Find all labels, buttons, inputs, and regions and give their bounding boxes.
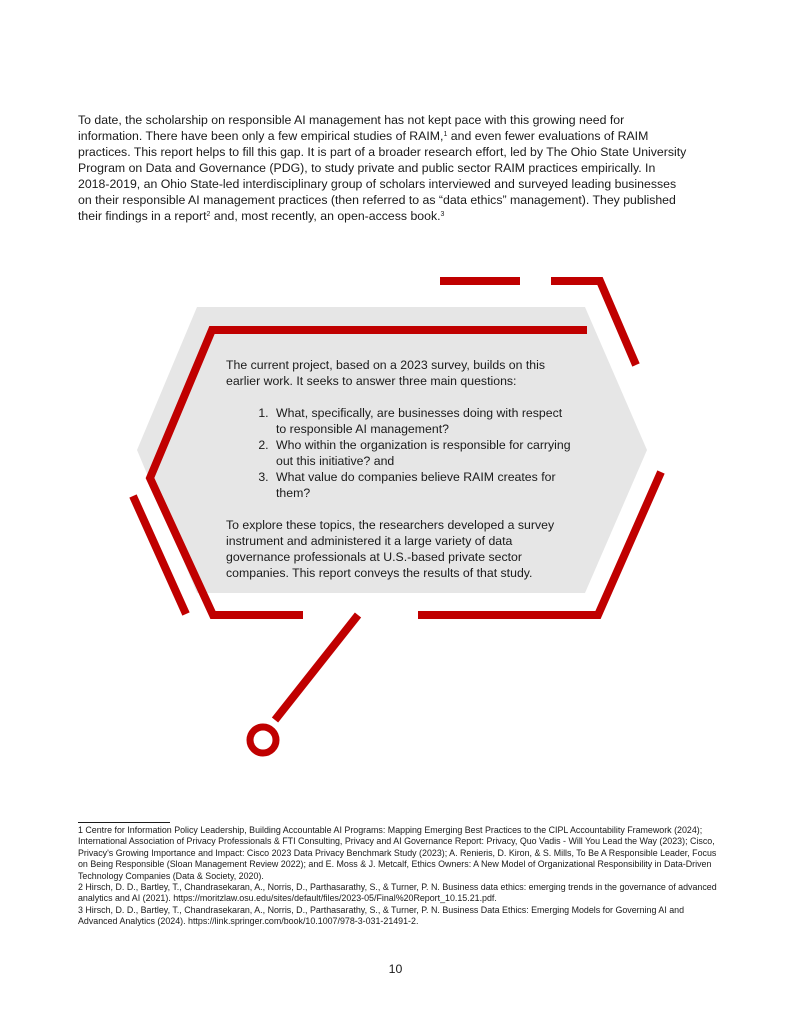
footnote-ref-3[interactable]: 3 <box>440 211 445 218</box>
footnote-ref-1[interactable]: 1 <box>443 131 448 138</box>
questions-list <box>226 405 571 501</box>
callout-lead: The current project, based on a 2023 survey, builds on this earlier work. It seeks to answer three main questions: <box>226 358 545 388</box>
intro-text-2: and even fewer evaluations of RAIM practices. This report helps to fill this gap. It is part of a broader research effort, led by The Ohio State University Program on Data and Governance (PDG), to study private and public sector RAIM practices empirically. In 2018-2019, an Ohio State-led interdisciplinary group of scholars interviewed and surveyed leading businesses on their responsible AI management practices (then referred to as “data ethics” management). They published their findings in a report <box>78 129 687 223</box>
page-number: 10 <box>388 962 403 976</box>
footnote-1: 1 Centre for Information Policy Leadership, Building Accountable AI Programs: Mapping Emerging Best Practices to the CIPL Accountability Framework (2024); International Association of Privacy Professionals & FTI Consulting, Privacy and AI Governance Report: Privacy, Quo Vadis - Will You Lead the Way (2023); Cisco, Privacy's Growing Importance and Impact: Cisco 2023 Data Privacy Benchmark Study (2023); A. Renieris, D. Kiron, & S. Mills, To Be A Responsible Leader, Focus on Being Responsible (Sloan Management Review 2022); and E. Moss & J. Metcalf, Ethics Owners: A New Model of Organizational Responsibility in Data-Driven Technology Companies (Data & Society, 2020). <box>78 825 717 881</box>
footnote-2: 2 Hirsch, D. D., Bartley, T., Chandrasekaran, A., Norris, D., Parthasarathy, S., & Turner, P. N. Business data ethics: emerging trends in the governance of advanced analytics and AI (2021). https://moritzlaw.osu.edu/sites/default/files/2023-05/Final%20Report_10.15.21.pdf. <box>78 882 717 904</box>
footnotes <box>78 825 718 928</box>
connector-stem <box>275 615 358 720</box>
footnote-3: 3 Hirsch, D. D., Bartley, T., Chandrasekaran, A., Norris, D., Parthasarathy, S., & Turner, P. N. Business Data Ethics: Emerging Models for Governing AI and Advanced Analytics (2024). https://link.springer.com/book/10.1007/978-3-031-21491-2. <box>78 904 685 927</box>
question-item: 2. Who within the organization is responsible for carrying out this initiative? and <box>272 437 571 469</box>
intro-text-1: To date, the scholarship on responsible AI management has not kept pace with this growing need for information. There have been only a few empirical studies of RAIM, <box>78 113 625 143</box>
connector-node <box>250 727 276 753</box>
footnote-divider <box>78 822 170 823</box>
callout-text <box>226 357 571 581</box>
callout-closing: To explore these topics, the researchers developed a survey instrument and administered it a large variety of data governance professionals at U.S.-based private sector companies. This report conveys the results of that study. <box>226 518 555 580</box>
question-item: 1. What, specifically, are businesses doing with respect to responsible AI management? <box>272 405 571 437</box>
footnote-ref-2[interactable]: 2 <box>206 211 211 218</box>
question-item: 3. What value do companies believe RAIM creates for them? <box>272 469 571 501</box>
intro-text-3: and, most recently, an open-access book. <box>210 209 441 223</box>
